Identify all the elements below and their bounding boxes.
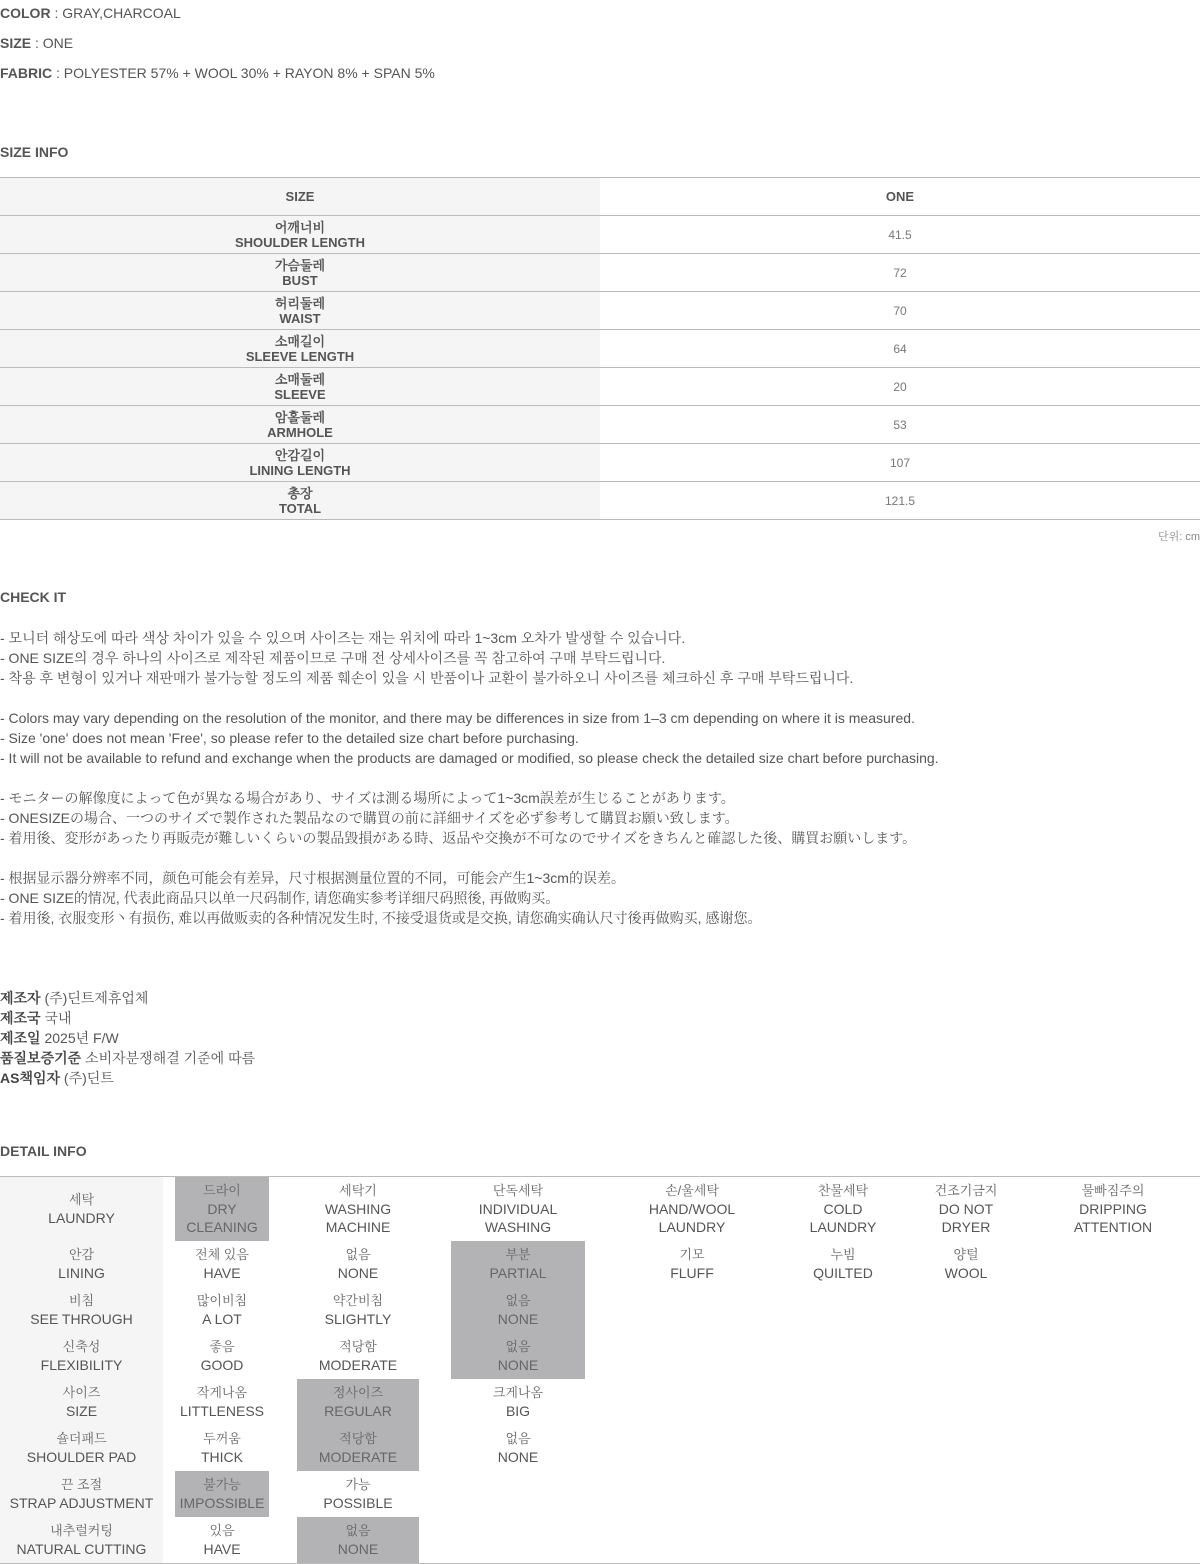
detail-option-en: HAVE bbox=[203, 1265, 241, 1281]
detail-option bbox=[175, 1517, 269, 1563]
note-line: - 根据显示器分辨率不同，颜色可能会有差异，尺寸根据测量位置的不同，可能会产生1~3cm的误差。 bbox=[0, 870, 625, 886]
detail-option-ko: 많이비침 bbox=[196, 1293, 248, 1308]
maker-line bbox=[0, 1048, 255, 1068]
detail-option bbox=[451, 1287, 585, 1333]
detail-option-en: DRY CLEANING bbox=[186, 1201, 258, 1235]
detail-row-label-en: NATURAL CUTTING bbox=[16, 1541, 147, 1557]
detail-option-ko: 부분 bbox=[505, 1247, 531, 1262]
size-table-row bbox=[0, 444, 1200, 482]
fabric-label: FABRIC bbox=[0, 65, 53, 81]
detail-option-en: HAND/WOOL LAUNDRY bbox=[648, 1201, 736, 1235]
detail-row-label-en: FLEXIBILITY bbox=[40, 1357, 123, 1373]
note-line: - ONE SIZE的情况, 代表此商品只以单一尺码制作, 请您确实参考详细尺码照後, 再做购买。 bbox=[0, 890, 560, 906]
detail-option-ko: 두꺼움 bbox=[203, 1431, 241, 1446]
detail-option-en: HAVE bbox=[203, 1541, 241, 1557]
note-line: - 모니터 해상도에 따라 색상 차이가 있을 수 있으며 사이즈는 재는 위치에 따라 1~3cm 오차가 발생할 수 있습니다. bbox=[0, 630, 686, 646]
detail-row-label-ko: 끈 조절 bbox=[60, 1477, 103, 1492]
detail-row-label bbox=[0, 1177, 163, 1241]
maker-line bbox=[0, 1028, 255, 1048]
detail-option-ko: 세탁기 bbox=[339, 1183, 377, 1198]
size-table-row bbox=[0, 406, 1200, 444]
detail-option-ko: 정사이즈 bbox=[332, 1385, 384, 1400]
size-table bbox=[0, 177, 1200, 520]
fabric-value: POLYESTER 57% + WOOL 30% + RAYON 8% + SPAN 5% bbox=[63, 65, 435, 81]
detail-option bbox=[175, 1379, 269, 1425]
size-row-label-ko: 총장 bbox=[287, 485, 313, 501]
size-row-label-en: SLEEVE bbox=[274, 386, 326, 402]
size-row-value: 107 bbox=[600, 444, 1200, 482]
detail-option bbox=[175, 1425, 269, 1471]
detail-option bbox=[297, 1517, 419, 1563]
detail-option bbox=[915, 1241, 1017, 1287]
detail-row-label-en: SIZE bbox=[65, 1403, 98, 1419]
detail-row-label bbox=[0, 1287, 163, 1333]
size-row-value: 70 bbox=[600, 292, 1200, 330]
maker-info bbox=[0, 988, 255, 1088]
detail-option bbox=[297, 1379, 419, 1425]
detail-option bbox=[792, 1241, 894, 1287]
color-label: COLOR bbox=[0, 5, 51, 21]
note-line: - It will not be available to refund and exchange when the products are damaged or modified, so please check the detailed size chart before purchasing. bbox=[0, 750, 939, 766]
detail-row-label-en: LINING bbox=[58, 1265, 105, 1281]
size-table-row bbox=[0, 482, 1200, 520]
detail-option-ko: 건조기금지 bbox=[934, 1183, 998, 1198]
size-table-row bbox=[0, 368, 1200, 406]
detail-option bbox=[619, 1241, 765, 1287]
detail-option-en: REGULAR bbox=[324, 1403, 392, 1419]
size-row-label-en: LINING LENGTH bbox=[249, 462, 351, 478]
detail-row-label-ko: 사이즈 bbox=[62, 1385, 101, 1400]
detail-option-en: IMPOSSIBLE bbox=[179, 1495, 265, 1511]
size-row-label-ko: 안감길이 bbox=[274, 447, 326, 463]
size-table-header bbox=[0, 178, 1200, 216]
detail-option-ko: 드라이 bbox=[203, 1183, 241, 1198]
detail-row-label-ko: 안감 bbox=[68, 1247, 95, 1262]
color-value: GRAY,CHARCOAL bbox=[62, 5, 181, 21]
detail-option bbox=[451, 1333, 585, 1379]
detail-row-label bbox=[0, 1379, 163, 1425]
detail-option bbox=[619, 1177, 765, 1241]
detail-row-label-en: SHOULDER PAD bbox=[26, 1449, 137, 1465]
detail-option bbox=[297, 1333, 419, 1379]
detail-option-ko: 좋음 bbox=[209, 1339, 235, 1354]
detail-option bbox=[175, 1471, 269, 1517]
size-row-value: 64 bbox=[600, 330, 1200, 368]
maker-line bbox=[0, 1008, 255, 1028]
detail-option-ko: 적당함 bbox=[339, 1431, 377, 1446]
detail-option-ko: 없음 bbox=[505, 1339, 531, 1354]
size-table-row bbox=[0, 254, 1200, 292]
size-info-line: SIZE : ONE bbox=[0, 35, 74, 51]
detail-option-ko: 있음 bbox=[209, 1523, 235, 1538]
note-gap bbox=[0, 768, 939, 788]
detail-option bbox=[451, 1241, 585, 1287]
detail-option-en: SLIGHTLY bbox=[324, 1311, 392, 1327]
detail-option bbox=[915, 1177, 1017, 1241]
size-value: ONE bbox=[42, 35, 74, 51]
detail-option-en: NONE bbox=[337, 1541, 379, 1557]
size-row-label-ko: 암홀둘레 bbox=[274, 409, 326, 425]
detail-row-label bbox=[0, 1333, 163, 1379]
size-header-value: ONE bbox=[600, 178, 1200, 216]
note-line: - モニターの解像度によって色が異なる場合があり、サイズは測る場所によって1~3cm誤差が生じることがあります。 bbox=[0, 790, 735, 806]
size-row-label-en: SHOULDER LENGTH bbox=[235, 234, 365, 250]
detail-option-en: COLD LAUNDRY bbox=[809, 1201, 877, 1235]
detail-option bbox=[451, 1379, 585, 1425]
detail-option bbox=[297, 1425, 419, 1471]
detail-option-en: FLUFF bbox=[670, 1265, 714, 1281]
detail-option-ko: 적당함 bbox=[339, 1339, 377, 1354]
detail-option-ko: 크게나옴 bbox=[492, 1385, 544, 1400]
note-gap bbox=[0, 848, 939, 868]
detail-row-label-ko: 신축성 bbox=[62, 1339, 101, 1354]
detail-option-en: POSSIBLE bbox=[323, 1495, 393, 1511]
maker-label: 제조국 bbox=[0, 1010, 41, 1026]
maker-value: 소비자분쟁해결 기준에 따름 bbox=[85, 1050, 256, 1066]
maker-label: 제조일 bbox=[0, 1030, 41, 1046]
detail-row-label-en: SEE THROUGH bbox=[30, 1311, 133, 1327]
note-line: - 着用後, 衣服变形丶有损伤, 难以再做贩卖的各种情况发生时, 不接受退货或是交换, 请您确实确认尺寸後再做购买, 感谢您。 bbox=[0, 910, 762, 926]
maker-line bbox=[0, 988, 255, 1008]
size-row-label bbox=[0, 330, 600, 368]
detail-option-ko: 물빠짐주의 bbox=[1081, 1183, 1145, 1198]
detail-option-ko: 찬물세탁 bbox=[817, 1183, 869, 1198]
detail-option-en: NONE bbox=[497, 1357, 539, 1373]
note-line: - 着用後、変形があったり再販売が難しいくらいの製品毀損がある時、返品や交換が不可なのでサイズをきちんと確認した後、購買お願いします。 bbox=[0, 830, 917, 846]
maker-label: 품질보증기준 bbox=[0, 1050, 82, 1066]
detail-option-en: WASHING MACHINE bbox=[324, 1201, 392, 1235]
detail-row-label bbox=[0, 1241, 163, 1287]
size-table-row bbox=[0, 330, 1200, 368]
size-row-label-en: BUST bbox=[282, 272, 318, 288]
size-row-label bbox=[0, 254, 600, 292]
detail-row-label-en: STRAP ADJUSTMENT bbox=[9, 1495, 154, 1511]
detail-option-ko: 기모 bbox=[679, 1247, 705, 1262]
size-row-label-ko: 가슴둘레 bbox=[274, 257, 326, 273]
detail-row-label-en: LAUNDRY bbox=[48, 1210, 115, 1226]
detail-option bbox=[175, 1241, 269, 1287]
detail-option-ko: 없음 bbox=[505, 1293, 531, 1308]
detail-option bbox=[175, 1177, 269, 1241]
detail-row-label bbox=[0, 1425, 163, 1471]
size-row-label-en: ARMHOLE bbox=[267, 424, 333, 440]
detail-option bbox=[297, 1177, 419, 1241]
size-row-value: 53 bbox=[600, 406, 1200, 444]
detail-option-en: THICK bbox=[201, 1449, 243, 1465]
detail-option bbox=[297, 1241, 419, 1287]
detail-option bbox=[297, 1471, 419, 1517]
size-row-label bbox=[0, 368, 600, 406]
detail-option bbox=[1042, 1177, 1184, 1241]
detail-option bbox=[297, 1287, 419, 1333]
note-line: - ONESIZEの場合、一つのサイズで製作された製品なので購買の前に詳細サイズを必ず参考して購買お願い致します。 bbox=[0, 810, 739, 826]
detail-row-label-ko: 비침 bbox=[68, 1293, 95, 1308]
detail-row-label-ko: 세탁 bbox=[68, 1192, 95, 1207]
maker-label: AS책임자 bbox=[0, 1070, 61, 1086]
detail-option bbox=[451, 1425, 585, 1471]
detail-option-en: QUILTED bbox=[813, 1265, 873, 1281]
note-line: - ONE SIZE의 경우 하나의 사이즈로 제작된 제품이므로 구매 전 상세사이즈를 꼭 참고하여 구매 부탁드립니다. bbox=[0, 650, 666, 666]
maker-value: (주)딘트제휴업체 bbox=[44, 990, 149, 1006]
size-row-label bbox=[0, 292, 600, 330]
detail-option-en: DO NOT DRYER bbox=[938, 1201, 994, 1235]
size-row-label bbox=[0, 216, 600, 254]
detail-option-ko: 없음 bbox=[345, 1247, 371, 1262]
size-row-label-en: WAIST bbox=[279, 310, 321, 326]
note-line: - 착용 후 변형이 있거나 재판매가 불가능할 정도의 제품 훼손이 있을 시 반품이나 교환이 불가하오니 사이즈를 체크하신 후 구매 부탁드립니다. bbox=[0, 670, 854, 686]
detail-option-ko: 누빔 bbox=[830, 1247, 856, 1262]
size-row-value: 72 bbox=[600, 254, 1200, 292]
detail-option-ko: 약간비침 bbox=[332, 1293, 384, 1308]
size-row-label-ko: 어깨너비 bbox=[274, 219, 326, 235]
size-row-label-ko: 허리둘레 bbox=[274, 295, 326, 311]
size-row-value: 20 bbox=[600, 368, 1200, 406]
size-row-label bbox=[0, 406, 600, 444]
detail-option bbox=[175, 1287, 269, 1333]
detail-option-en: GOOD bbox=[200, 1357, 244, 1373]
detail-option bbox=[792, 1177, 894, 1241]
size-info-title: SIZE INFO bbox=[0, 144, 69, 160]
size-row-label-en: SLEEVE LENGTH bbox=[245, 348, 355, 364]
detail-option-en: NONE bbox=[497, 1449, 539, 1465]
unit-note: 단위: cm bbox=[1157, 531, 1200, 543]
size-header-label: SIZE bbox=[0, 178, 600, 216]
color-info: COLOR : GRAY,CHARCOAL bbox=[0, 5, 181, 21]
detail-option-en: LITTLENESS bbox=[179, 1403, 265, 1419]
size-row-label bbox=[0, 444, 600, 482]
detail-option-ko: 양털 bbox=[953, 1247, 979, 1262]
detail-option bbox=[175, 1333, 269, 1379]
detail-row-label-ko: 숄더패드 bbox=[56, 1431, 107, 1446]
detail-option-ko: 단독세탁 bbox=[492, 1183, 544, 1198]
size-table-row bbox=[0, 216, 1200, 254]
detail-row-label bbox=[0, 1471, 163, 1517]
size-row-label-ko: 소매길이 bbox=[274, 333, 326, 349]
detail-option bbox=[451, 1177, 585, 1241]
detail-option-ko: 작게나옴 bbox=[196, 1385, 248, 1400]
size-row-value: 41.5 bbox=[600, 216, 1200, 254]
detail-option-en: NONE bbox=[497, 1311, 539, 1327]
detail-option-ko: 없음 bbox=[505, 1431, 531, 1446]
detail-option-ko: 전체 있음 bbox=[195, 1247, 249, 1262]
maker-value: 2025년 F/W bbox=[44, 1030, 119, 1046]
detail-option-en: MODERATE bbox=[318, 1449, 398, 1465]
maker-label: 제조자 bbox=[0, 990, 41, 1006]
maker-value: 국내 bbox=[44, 1010, 72, 1026]
check-it-notes bbox=[0, 628, 939, 928]
check-it-title: CHECK IT bbox=[0, 589, 67, 605]
detail-option-en: WOOL bbox=[944, 1265, 988, 1281]
size-table-row bbox=[0, 292, 1200, 330]
size-row-label bbox=[0, 482, 600, 520]
detail-option-ko: 불가능 bbox=[203, 1477, 241, 1492]
detail-option-en: MODERATE bbox=[318, 1357, 398, 1373]
detail-option-en: NONE bbox=[337, 1265, 379, 1281]
detail-option-en: BIG bbox=[505, 1403, 531, 1419]
note-line: - Colors may vary depending on the resolution of the monitor, and there may be differences in size from 1–3 cm depending on where it is measured. bbox=[0, 710, 915, 726]
detail-row-label-ko: 내추럴커팅 bbox=[50, 1523, 113, 1538]
maker-line bbox=[0, 1068, 255, 1088]
detail-option-en: PARTIAL bbox=[489, 1265, 547, 1281]
detail-option-ko: 가능 bbox=[345, 1477, 371, 1492]
detail-option-en: DRIPPING ATTENTION bbox=[1073, 1201, 1153, 1235]
note-line: - Size 'one' does not mean 'Free', so please refer to the detailed size chart before purchasing. bbox=[0, 730, 579, 746]
fabric-info: FABRIC : POLYESTER 57% + WOOL 30% + RAYON 8% + SPAN 5% bbox=[0, 65, 435, 81]
size-label: SIZE bbox=[0, 35, 32, 51]
detail-option-en: A LOT bbox=[202, 1311, 242, 1327]
maker-value: (주)딘트 bbox=[63, 1070, 114, 1086]
detail-option-ko: 없음 bbox=[345, 1523, 371, 1538]
size-row-label-ko: 소매둘레 bbox=[274, 371, 326, 387]
detail-option-ko: 손/울세탁 bbox=[665, 1183, 719, 1198]
size-row-label-en: TOTAL bbox=[278, 500, 322, 516]
detail-info-title: DETAIL INFO bbox=[0, 1143, 87, 1159]
detail-option-en: INDIVIDUAL WASHING bbox=[478, 1201, 558, 1235]
size-row-value: 121.5 bbox=[600, 482, 1200, 520]
note-gap bbox=[0, 688, 939, 708]
detail-row-label bbox=[0, 1517, 163, 1563]
